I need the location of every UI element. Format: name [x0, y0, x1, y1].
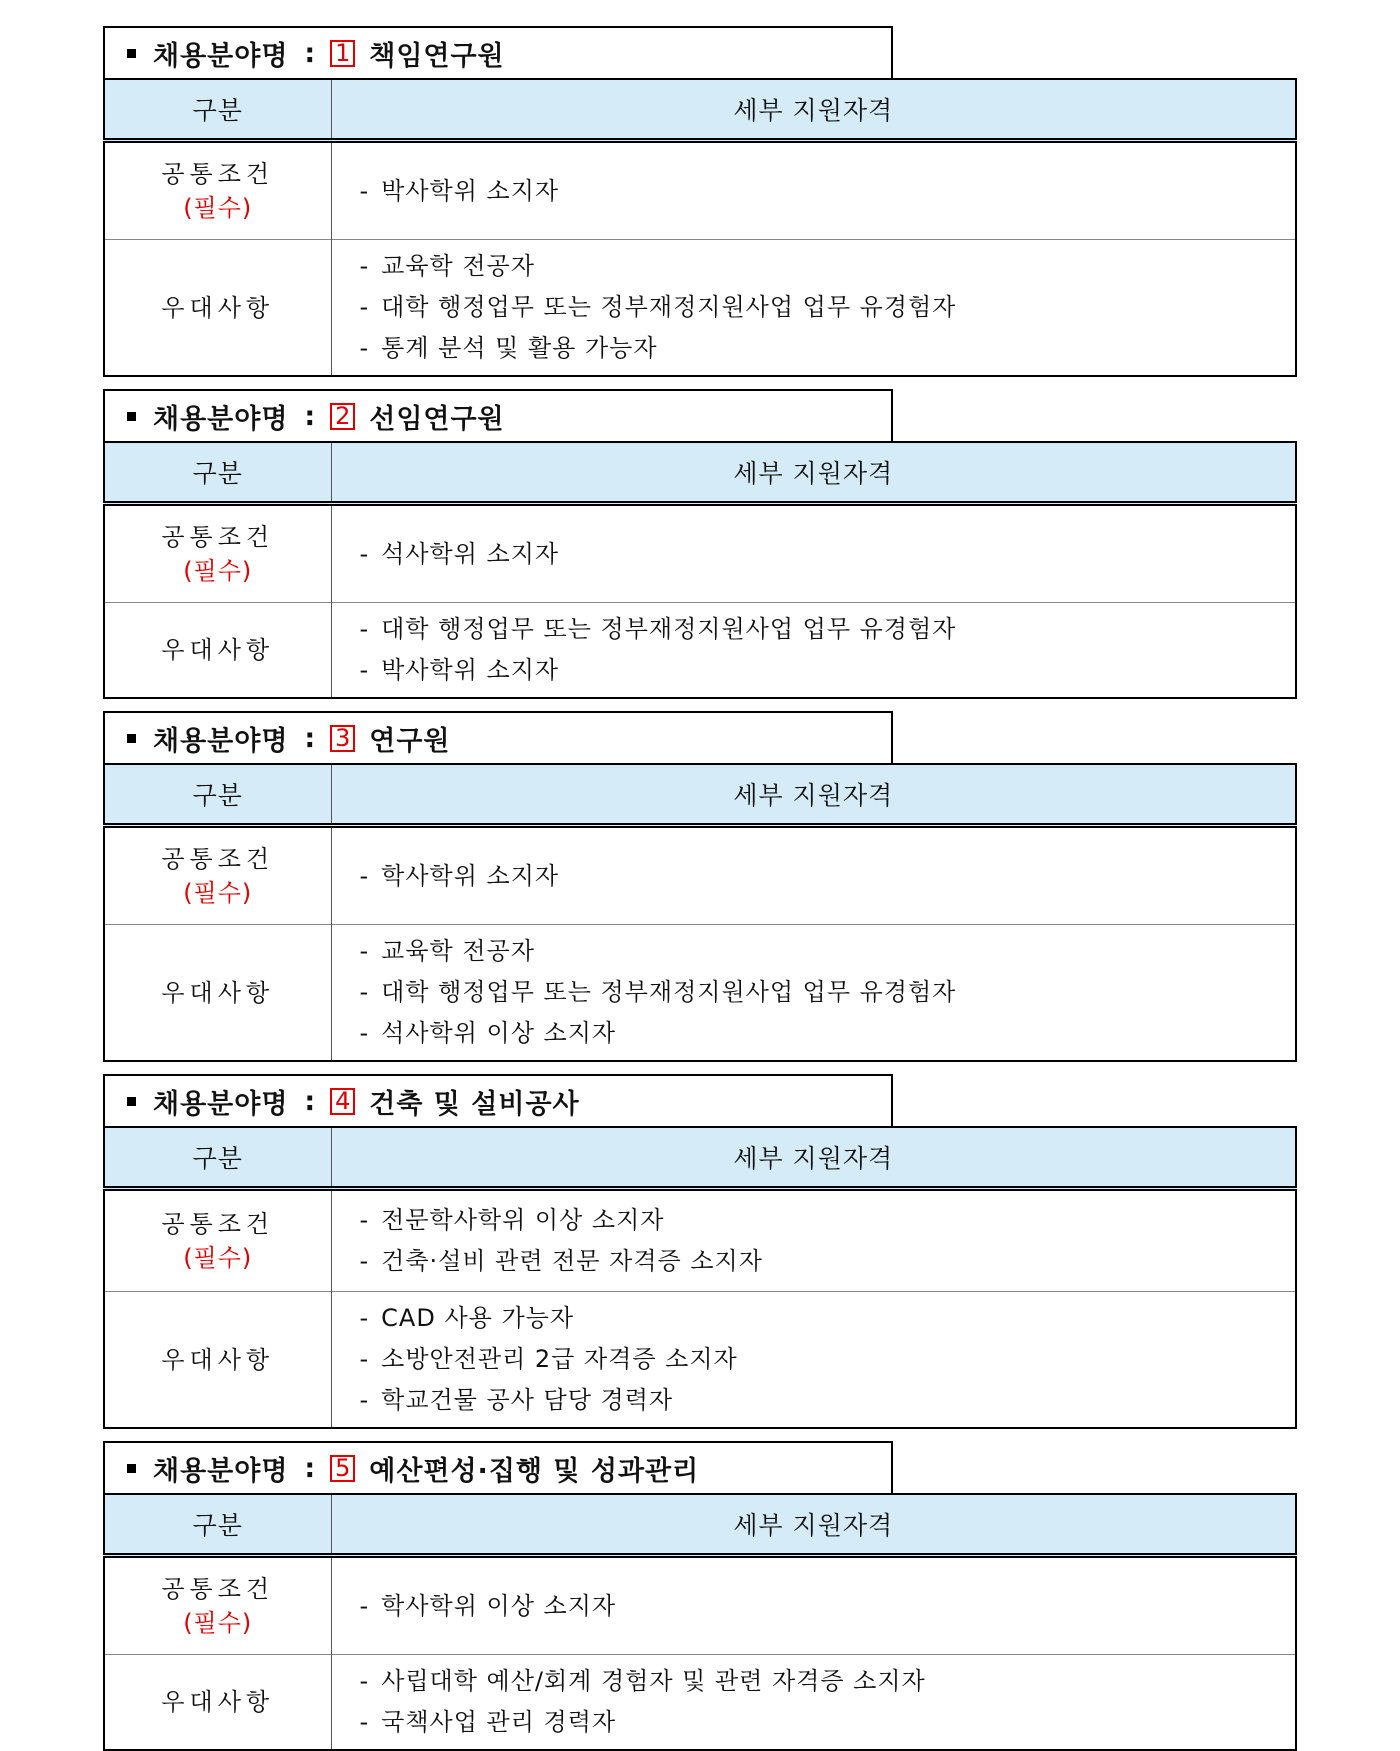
field-number-badge: 4	[330, 1088, 355, 1115]
required-label: (필수)	[183, 879, 253, 907]
section-5	[103, 1441, 1295, 1751]
square-bullet-icon	[127, 1097, 136, 1106]
preferred-list	[331, 240, 1296, 377]
common-conditions-row	[104, 1556, 1296, 1655]
table-header-row	[104, 442, 1296, 504]
common-conditions-list	[331, 826, 1296, 925]
list-item: - 국책사업 관리 경력자	[359, 1708, 617, 1736]
preferred-list	[331, 1655, 1296, 1751]
field-header	[103, 1074, 893, 1126]
list-item: - 석사학위 이상 소지자	[359, 1019, 617, 1047]
common-conditions-label	[104, 826, 331, 925]
field-title: 선임연구원	[369, 403, 505, 435]
common-conditions-list	[331, 1556, 1296, 1655]
list-item: - 박사학위 소지자	[359, 176, 560, 205]
preferred-list	[331, 1292, 1296, 1429]
list-item: - 대학 행정업무 또는 정부재정지원사업 업무 유경험자	[359, 615, 957, 643]
field-prefix: 채용분야명	[153, 403, 289, 435]
field-header	[103, 26, 893, 78]
common-conditions-label	[104, 1189, 331, 1292]
colon: :	[304, 37, 317, 69]
preferred-label: 우대사항	[104, 1655, 331, 1751]
common-conditions-list	[331, 504, 1296, 603]
preferred-label: 우대사항	[104, 925, 331, 1062]
square-bullet-icon	[127, 1464, 136, 1473]
preferred-row	[104, 1655, 1296, 1751]
preferred-row	[104, 603, 1296, 699]
common-conditions-label	[104, 504, 331, 603]
preferred-row	[104, 925, 1296, 1062]
table-header-row	[104, 1127, 1296, 1189]
section-2	[103, 389, 1295, 699]
list-item: - 건축·설비 관련 전문 자격증 소지자	[359, 1247, 763, 1275]
required-label: (필수)	[183, 1609, 253, 1637]
common-label: 공통조건	[161, 523, 275, 551]
colon: :	[304, 1452, 317, 1484]
common-conditions-label	[104, 141, 331, 240]
list-item: - 학사학위 이상 소지자	[359, 1591, 617, 1620]
colon: :	[304, 1085, 317, 1117]
field-number-badge: 5	[330, 1455, 355, 1482]
qualification-table	[103, 78, 1297, 377]
list-item: - 전문학사학위 이상 소지자	[359, 1206, 665, 1234]
common-label: 공통조건	[161, 160, 275, 188]
square-bullet-icon	[127, 734, 136, 743]
field-prefix: 채용분야명	[153, 40, 289, 72]
common-conditions-row	[104, 504, 1296, 603]
qualification-table	[103, 441, 1297, 699]
preferred-list	[331, 925, 1296, 1062]
table-header-row	[104, 79, 1296, 141]
list-item: - CAD 사용 가능자	[359, 1304, 575, 1332]
colon: :	[304, 722, 317, 754]
preferred-list	[331, 603, 1296, 699]
field-prefix: 채용분야명	[153, 1455, 289, 1487]
list-item: - 학사학위 소지자	[359, 861, 560, 890]
common-conditions-row	[104, 141, 1296, 240]
list-item: - 석사학위 소지자	[359, 539, 560, 568]
common-label: 공통조건	[161, 1210, 275, 1238]
field-header	[103, 1441, 893, 1493]
common-conditions-label	[104, 1556, 331, 1655]
field-number-badge: 2	[330, 403, 355, 430]
qualification-table	[103, 763, 1297, 1062]
field-number-badge: 3	[330, 725, 355, 752]
recruitment-qualifications-document	[103, 26, 1295, 1751]
column-header-detail: 세부 지원자격	[331, 764, 1296, 826]
table-header-row	[104, 1494, 1296, 1556]
column-header-category: 구분	[104, 442, 331, 504]
preferred-label: 우대사항	[104, 1292, 331, 1429]
column-header-detail: 세부 지원자격	[331, 1127, 1296, 1189]
required-label: (필수)	[183, 194, 253, 222]
field-number-badge: 1	[330, 40, 355, 67]
preferred-row	[104, 1292, 1296, 1429]
square-bullet-icon	[127, 49, 136, 58]
field-title: 예산편성·집행 및 성과관리	[369, 1455, 700, 1487]
common-label: 공통조건	[161, 845, 275, 873]
field-header	[103, 389, 893, 441]
section-3	[103, 711, 1295, 1062]
column-header-detail: 세부 지원자격	[331, 1494, 1296, 1556]
required-label: (필수)	[183, 1244, 253, 1272]
field-title: 책임연구원	[369, 40, 505, 72]
field-prefix: 채용분야명	[153, 725, 289, 757]
list-item: - 박사학위 소지자	[359, 656, 560, 684]
list-item: - 대학 행정업무 또는 정부재정지원사업 업무 유경험자	[359, 978, 957, 1006]
list-item: - 사립대학 예산/회계 경험자 및 관련 자격증 소지자	[359, 1667, 926, 1695]
field-header	[103, 711, 893, 763]
column-header-category: 구분	[104, 79, 331, 141]
section-1	[103, 26, 1295, 377]
column-header-category: 구분	[104, 1494, 331, 1556]
qualification-table	[103, 1493, 1297, 1751]
field-title: 건축 및 설비공사	[369, 1088, 580, 1120]
field-prefix: 채용분야명	[153, 1088, 289, 1120]
common-conditions-list	[331, 1189, 1296, 1292]
square-bullet-icon	[127, 412, 136, 421]
field-title: 연구원	[369, 725, 451, 757]
column-header-detail: 세부 지원자격	[331, 79, 1296, 141]
column-header-detail: 세부 지원자격	[331, 442, 1296, 504]
preferred-label: 우대사항	[104, 240, 331, 377]
list-item: - 학교건물 공사 담당 경력자	[359, 1386, 674, 1414]
common-conditions-row	[104, 1189, 1296, 1292]
list-item: - 교육학 전공자	[359, 252, 535, 280]
colon: :	[304, 400, 317, 432]
column-header-category: 구분	[104, 1127, 331, 1189]
list-item: - 대학 행정업무 또는 정부재정지원사업 업무 유경험자	[359, 293, 957, 321]
common-conditions-list	[331, 141, 1296, 240]
section-4	[103, 1074, 1295, 1429]
table-header-row	[104, 764, 1296, 826]
list-item: - 소방안전관리 2급 자격증 소지자	[359, 1345, 738, 1373]
list-item: - 통계 분석 및 활용 가능자	[359, 334, 658, 362]
common-conditions-row	[104, 826, 1296, 925]
list-item: - 교육학 전공자	[359, 937, 535, 965]
column-header-category: 구분	[104, 764, 331, 826]
qualification-table	[103, 1126, 1297, 1429]
common-label: 공통조건	[161, 1575, 275, 1603]
preferred-row	[104, 240, 1296, 377]
preferred-label: 우대사항	[104, 603, 331, 699]
required-label: (필수)	[183, 557, 253, 585]
